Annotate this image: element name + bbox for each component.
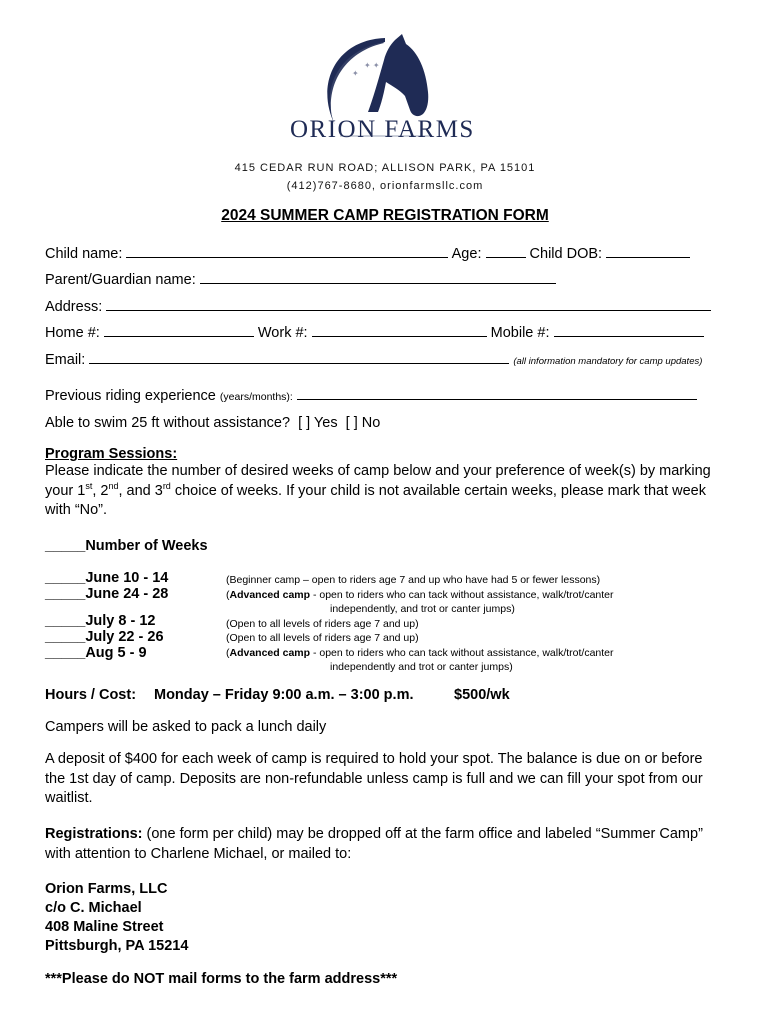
svg-text:✦ ✦: ✦ ✦ [364, 61, 380, 70]
dob-field[interactable] [606, 245, 690, 258]
form-title: 2024 SUMMER CAMP REGISTRATION FORM [221, 207, 549, 224]
address-label: Address: [45, 299, 103, 315]
address-line: 415 CEDAR RUN ROAD; ALLISON PARK, PA 15101 [234, 162, 536, 174]
swim-label: Able to swim 25 ft without assistance? [45, 415, 291, 431]
child-name-label: Child name: [45, 246, 123, 262]
session-row[interactable]: _____Aug 5 - 9 [45, 645, 147, 661]
mail-warning: ***Please do NOT mail forms to the farm address*** [45, 971, 398, 987]
swim-no-checkbox[interactable]: [ ] No [345, 415, 381, 431]
svg-text:✦: ✦ [352, 69, 359, 78]
session-desc: (Advanced camp - open to riders who can tack without assistance, walk/trot/canter [226, 588, 614, 601]
num-weeks-row [45, 538, 208, 554]
deposit-text: A deposit of $400 for each week of camp is required to hold your spot. The balance is due on or before the 1st day of camp. Deposits are non-refundable unless camp is full and we can fill your spot from our waitlist. [45, 751, 703, 806]
program-heading: Program Sessions: [45, 446, 178, 462]
experience-row [45, 387, 697, 404]
swim-yes-checkbox[interactable]: [ ] Yes [298, 415, 338, 431]
program-instructions: Please indicate the number of desired weeks of camp below and your preference of week(s) by marking your 1st, 2nd, and 3rd choice of weeks. If your child is not available certain weeks, please mark that week with “No”. [45, 463, 711, 518]
orion-farms-logo [280, 30, 490, 155]
phone-row [45, 324, 704, 341]
parent-label: Parent/Guardian name: [45, 272, 196, 288]
swim-row [45, 415, 380, 431]
num-weeks-label: Number of Weeks [85, 538, 208, 554]
email-row [45, 351, 702, 368]
session-desc-cont: independently, and trot or canter jumps) [330, 603, 515, 615]
email-field[interactable] [89, 351, 509, 364]
registration-text: Registrations: (one form per child) may be dropped off at the farm office and labeled “Summer Camp” with attention to Charlene Michael, or mailed to: [45, 826, 703, 862]
hours-price: $500/wk [454, 687, 510, 703]
address-row [45, 298, 711, 315]
session-desc: (Open to all levels of riders age 7 and up) [226, 617, 419, 630]
lunch-note: Campers will be asked to pack a lunch daily [45, 719, 327, 735]
session-row[interactable]: _____July 8 - 12 [45, 613, 156, 629]
hours-schedule: Monday – Friday 9:00 a.m. – 3:00 p.m. [154, 687, 414, 703]
work-phone-field[interactable] [312, 324, 487, 337]
session-descriptions [226, 573, 614, 675]
mailing-address-line: Pittsburgh, PA 15214 [45, 938, 189, 954]
age-field[interactable] [486, 245, 526, 258]
hours-label: Hours / Cost: [45, 687, 137, 703]
mailing-address-line: 408 Maline Street [45, 919, 164, 935]
email-note: (all information mandatory for camp updates) [513, 356, 703, 367]
age-label: Age: [451, 246, 482, 262]
session-desc: (Beginner camp – open to riders age 7 and up who have had 5 or fewer lessons) [226, 574, 601, 586]
experience-field[interactable] [297, 387, 697, 400]
contact-line: (412)767-8680, orionfarmsllc.com [286, 180, 484, 192]
address-field[interactable] [106, 298, 711, 311]
session-row[interactable]: _____June 24 - 28 [45, 586, 169, 602]
child-name-row [45, 245, 690, 262]
session-desc: (Open to all levels of riders age 7 and up) [226, 632, 419, 644]
mailing-address-line: Orion Farms, LLC [45, 881, 168, 897]
parent-row [45, 271, 556, 288]
num-weeks-field[interactable]: _____ [45, 538, 86, 554]
brand-name: ORION FARMS [290, 116, 475, 143]
session-desc: (Advanced camp - open to riders who can tack without assistance, walk/trot/canter [226, 646, 614, 659]
parent-field[interactable] [200, 271, 556, 284]
home-phone-field[interactable] [104, 324, 254, 337]
mailing-address [45, 880, 188, 956]
child-name-field[interactable] [126, 245, 448, 258]
session-row[interactable]: _____June 10 - 14 [45, 570, 169, 586]
mobile-label: Mobile #: [490, 325, 550, 341]
experience-label: Previous riding experience [45, 388, 216, 404]
mailing-address-line: c/o C. Michael [45, 900, 142, 916]
home-label: Home #: [45, 325, 100, 341]
dob-label: Child DOB: [529, 246, 603, 262]
session-row[interactable]: _____July 22 - 26 [45, 629, 164, 645]
email-label: Email: [45, 352, 86, 368]
experience-units: (years/months): [219, 391, 293, 403]
work-label: Work #: [257, 325, 308, 341]
mobile-phone-field[interactable] [554, 324, 704, 337]
session-desc-cont: independently and trot or canter jumps) [330, 661, 513, 673]
session-dates-list [45, 570, 168, 661]
